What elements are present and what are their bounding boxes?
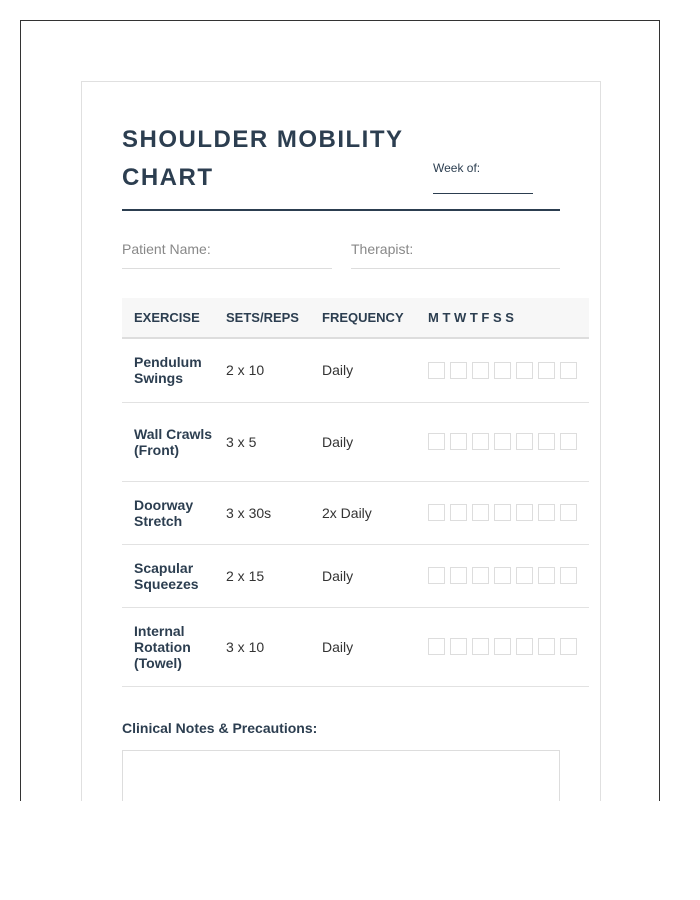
day-checkbox-3[interactable]: [494, 504, 511, 521]
week-of-label: Week of:: [433, 161, 481, 175]
sets-reps: 3 x 5: [214, 402, 310, 481]
day-checkbox-6[interactable]: [560, 433, 577, 450]
day-checkboxes: [416, 607, 589, 686]
exercise-name: Internal Rotation (Towel): [122, 607, 214, 686]
day-checkbox-6[interactable]: [560, 638, 577, 655]
frequency: Daily: [310, 544, 416, 607]
exercise-table: [122, 298, 589, 687]
day-checkboxes: [416, 402, 589, 481]
day-checkbox-2[interactable]: [472, 638, 489, 655]
page-title: SHOULDER MOBILITY CHART: [122, 126, 404, 191]
therapist-label: Therapist:: [351, 241, 414, 257]
day-checkbox-0[interactable]: [428, 433, 445, 450]
notes-label: Clinical Notes & Precautions:: [122, 720, 318, 736]
day-checkbox-3[interactable]: [494, 433, 511, 450]
table-row: [122, 338, 589, 402]
day-checkbox-3[interactable]: [494, 567, 511, 584]
day-checkbox-4[interactable]: [516, 362, 533, 379]
day-checkbox-2[interactable]: [472, 362, 489, 379]
day-checkbox-3[interactable]: [494, 362, 511, 379]
patient-name-field[interactable]: [122, 241, 332, 269]
day-checkbox-0[interactable]: [428, 504, 445, 521]
exercise-name: Wall Crawls (Front): [122, 402, 214, 481]
table-row: [122, 481, 589, 544]
day-checkbox-1[interactable]: [450, 362, 467, 379]
sets-reps: 3 x 10: [214, 607, 310, 686]
column-header-sets-reps: SETS/REPS: [214, 298, 310, 338]
column-header-frequency: FREQUENCY: [310, 298, 416, 338]
day-checkboxes: [416, 481, 589, 544]
day-checkbox-0[interactable]: [428, 638, 445, 655]
therapist-field[interactable]: [351, 241, 560, 269]
day-checkbox-2[interactable]: [472, 504, 489, 521]
sets-reps: 2 x 10: [214, 338, 310, 402]
table-header-row: [122, 298, 589, 338]
day-checkbox-6[interactable]: [560, 362, 577, 379]
day-checkbox-4[interactable]: [516, 638, 533, 655]
day-checkbox-5[interactable]: [538, 362, 555, 379]
notes-textarea[interactable]: [122, 750, 560, 801]
day-checkbox-5[interactable]: [538, 433, 555, 450]
day-checkbox-1[interactable]: [450, 504, 467, 521]
day-checkboxes: [416, 544, 589, 607]
column-header-exercise: EXERCISE: [122, 298, 214, 338]
day-checkbox-4[interactable]: [516, 567, 533, 584]
day-checkbox-0[interactable]: [428, 567, 445, 584]
day-checkbox-2[interactable]: [472, 433, 489, 450]
day-checkbox-1[interactable]: [450, 638, 467, 655]
sets-reps: 3 x 30s: [214, 481, 310, 544]
exercise-name: Doorway Stretch: [122, 481, 214, 544]
day-checkbox-5[interactable]: [538, 567, 555, 584]
title-divider: [122, 209, 560, 211]
exercise-name: Scapular Squeezes: [122, 544, 214, 607]
day-checkbox-1[interactable]: [450, 567, 467, 584]
day-checkbox-6[interactable]: [560, 504, 577, 521]
table-row: [122, 544, 589, 607]
day-checkbox-6[interactable]: [560, 567, 577, 584]
patient-name-label: Patient Name:: [122, 241, 211, 257]
frequency: Daily: [310, 338, 416, 402]
table-row: [122, 607, 589, 686]
column-header-days: M T W T F S S: [416, 298, 589, 338]
day-checkboxes: [416, 338, 589, 402]
day-checkbox-5[interactable]: [538, 504, 555, 521]
day-checkbox-3[interactable]: [494, 638, 511, 655]
day-checkbox-4[interactable]: [516, 504, 533, 521]
week-of-field[interactable]: [433, 193, 533, 194]
frequency: Daily: [310, 402, 416, 481]
day-checkbox-0[interactable]: [428, 362, 445, 379]
day-checkbox-5[interactable]: [538, 638, 555, 655]
day-checkbox-2[interactable]: [472, 567, 489, 584]
day-checkbox-1[interactable]: [450, 433, 467, 450]
exercise-name: Pendulum Swings: [122, 338, 214, 402]
table-row: [122, 402, 589, 481]
day-checkbox-4[interactable]: [516, 433, 533, 450]
frequency: Daily: [310, 607, 416, 686]
frequency: 2x Daily: [310, 481, 416, 544]
sets-reps: 2 x 15: [214, 544, 310, 607]
